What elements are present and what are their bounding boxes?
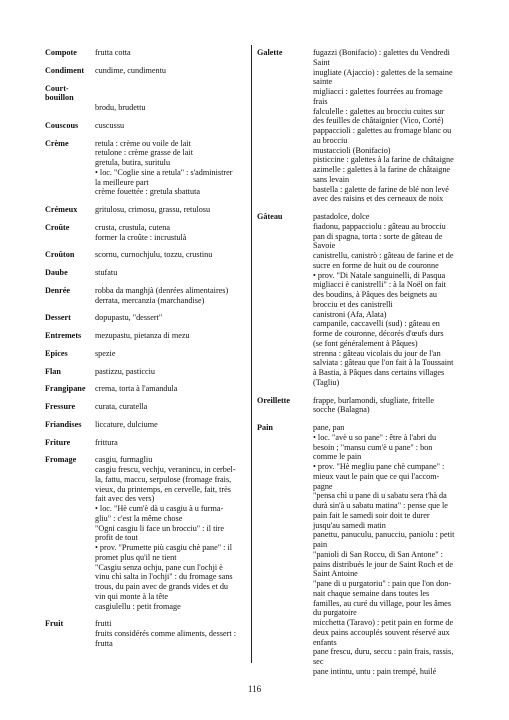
definition-line: deux pains accouplés souvent réservé aux xyxy=(313,627,450,637)
definition-line: pastadolce, dolce xyxy=(313,212,370,221)
definition-line: • loc. "avè u so pane" : être à l'abri du xyxy=(313,432,437,442)
page-number: 116 xyxy=(247,684,262,694)
definition-line: (Tagliu) xyxy=(313,377,340,387)
entry-headword: Denrée xyxy=(45,285,71,295)
entry-definition xyxy=(313,423,457,677)
definition-line: gritulosu, crimosu, grassu, retulosu xyxy=(95,205,211,214)
dictionary-entry xyxy=(45,139,245,198)
definition-line: migliacci : galettes fourrées au fromage xyxy=(313,87,443,96)
definition-line: pagne xyxy=(313,481,333,491)
entry-headword: Court-bouillon xyxy=(45,83,74,103)
definition-line: des feuilles de châtaignier (Vico, Corté) xyxy=(313,116,444,126)
definition-line: pan di spagna, torta : sorte de gâteau de xyxy=(313,231,443,241)
definition-line: "Ogni casgiu li face un brocciu" : il tire xyxy=(95,523,225,533)
dictionary-entry xyxy=(45,367,245,377)
entry-definition xyxy=(313,48,457,204)
entry-definition xyxy=(95,121,245,131)
definition-line: Savoie xyxy=(313,241,336,251)
dictionary-entry xyxy=(45,619,245,648)
definition-line: casgiu frescu, vechju, veranincu, in cerbel- xyxy=(95,465,236,474)
definition-line: gliu" : c'est la même chose xyxy=(95,513,183,523)
entry-headword: Fressure xyxy=(45,402,76,411)
definition-line: canistroni (Afa, Alata) xyxy=(313,309,387,319)
entry-definition xyxy=(95,420,245,430)
definition-line: sucre en forme de huit ou de couronne xyxy=(313,260,439,270)
definition-line: • prov. "Prumette più casgiu chè pane" : il xyxy=(95,543,233,552)
definition-line: derrata, mercanzia (marchandise) xyxy=(95,295,205,305)
definition-line: pain fait le samedi soir doit te durer xyxy=(313,510,430,520)
definition-line: pastizzu, pasticciu xyxy=(95,366,156,376)
definition-line: crema, torta à l'amandula xyxy=(95,384,178,394)
definition-line: "pane di u purgatoriu" : pain que l'on don- xyxy=(313,579,452,588)
left-column xyxy=(45,48,245,657)
definition-line: • prov. "Di Natale sanguinelli, di Pasqua xyxy=(313,270,446,280)
definition-line: vin qui monte à la tête xyxy=(95,591,168,601)
definition-line: • loc. "Hè cum'è dà u casgiu à u furma- xyxy=(95,504,224,513)
definition-line: nait chaque semaine dans toutes les xyxy=(313,588,430,598)
entry-headword: Pain xyxy=(257,423,273,432)
definition-line: fruits considérés comme aliments, dessert : xyxy=(95,629,236,638)
definition-line: robba da manghjà (denrées alimentaires) xyxy=(95,285,229,295)
definition-line: jusqu'au samedi matin xyxy=(313,520,386,530)
dictionary-entry xyxy=(45,455,245,611)
definition-line: panettu, panuculu, panucciu, paniolu : petit xyxy=(313,530,455,540)
entry-headword: Croûte xyxy=(45,222,70,232)
entry-headword: Crémeux xyxy=(45,205,78,214)
definition-line: liccature, dulciume xyxy=(95,419,158,429)
definition-line: frappe, burlamondi, sfugliate, fritelle xyxy=(313,395,434,405)
definition-line: brodu, brudettu xyxy=(95,103,146,112)
entry-definition xyxy=(313,212,457,388)
dictionary-entry xyxy=(257,396,457,416)
entry-definition xyxy=(95,250,245,260)
definition-line: micchetta (Taravo) : petit pain en forme de xyxy=(313,618,454,627)
right-column xyxy=(257,48,457,685)
definition-line: frais xyxy=(313,96,328,106)
entry-headword: Fruit xyxy=(45,619,64,629)
definition-line: la, fattu, maccu, serpulose (fromage frais, xyxy=(95,474,232,484)
definition-line: azimelle : galettes à la farine de châtaigne xyxy=(313,165,451,174)
dictionary-entry xyxy=(45,420,245,430)
definition-line: pane intintu, untu : pain trempé, huilé xyxy=(313,666,437,676)
definition-line: besoin ; "mansu cum'è u pane" : bon xyxy=(313,442,433,452)
definition-line: frutti xyxy=(95,619,112,629)
entry-headword: Frangipane xyxy=(45,384,86,394)
entry-definition xyxy=(95,286,245,306)
definition-line: pane frescu, duru, seccu : pain frais, rassis, xyxy=(313,647,454,657)
entry-definition xyxy=(95,367,245,377)
dictionary-entry xyxy=(257,423,457,677)
dictionary-entry xyxy=(45,384,245,394)
entry-headword: Condiment xyxy=(45,65,85,75)
definition-line: fait avec des vers) xyxy=(95,494,155,504)
definition-line: du purgatoire xyxy=(313,608,357,618)
definition-line: vinu chì salta in l'ochji" : du fromage sans xyxy=(95,572,233,582)
entry-headword: Epices xyxy=(45,348,68,358)
dictionary-entry xyxy=(45,48,245,58)
definition-line: durà sin'à u sabatu matina" : pense que le xyxy=(313,501,448,510)
definition-line: Saint Antoine xyxy=(313,569,358,579)
definition-line: forme de couronne, décorés d'œufs durs xyxy=(313,329,444,338)
definition-line: casgiulellu : petit fromage xyxy=(95,601,181,611)
definition-line: falculelle : galettes au brocciu cuites sur xyxy=(313,106,445,116)
definition-line: retulone : crème grasse de lait xyxy=(95,148,193,158)
definition-line: pane, pan xyxy=(313,423,345,432)
definition-line: la meilleure part xyxy=(95,177,149,187)
definition-line: cundime, cundimentu xyxy=(95,65,166,75)
definition-line: campanile, caccavelli (sud) : gâteau en xyxy=(313,319,440,329)
entry-definition xyxy=(95,455,245,611)
dictionary-entry xyxy=(45,349,245,359)
dictionary-entry xyxy=(45,331,245,341)
entry-definition xyxy=(95,205,245,215)
definition-line: (se font généralement à Pâques) xyxy=(313,338,418,348)
entry-headword: Dessert xyxy=(45,313,71,323)
definition-line: mieux vaut le pain que ce qui l'accom- xyxy=(313,471,440,481)
definition-line: crème fouettée : gretula sbattuta xyxy=(95,187,201,197)
dictionary-entry xyxy=(45,313,245,323)
definition-line: enfants xyxy=(313,637,337,647)
definition-line: comme le pain xyxy=(313,452,362,462)
entry-headword: Fromage xyxy=(45,455,77,465)
entry-definition xyxy=(95,223,245,243)
entry-headword: Crème xyxy=(45,138,69,148)
dictionary-entry xyxy=(45,402,245,412)
definition-line: spezie xyxy=(95,348,116,358)
definition-line: curata, curatella xyxy=(95,402,148,411)
entry-definition xyxy=(45,103,245,113)
dictionary-entry xyxy=(45,268,245,278)
definition-line: familles, au curé du village, pour les âmes xyxy=(313,598,452,608)
definition-line: dopupastu, "dessert" xyxy=(95,313,163,323)
dictionary-entry xyxy=(45,250,245,260)
definition-line: "panioli di San Roccu, di San Antone" : xyxy=(313,549,443,559)
entry-definition xyxy=(95,139,245,198)
dictionary-entry xyxy=(45,121,245,131)
definition-line: mustaccioli (Bonifacio) xyxy=(313,145,391,155)
dictionary-entry xyxy=(257,212,457,388)
definition-line: fiadonu, pappacciolu : gâteau au brocciu xyxy=(313,221,446,231)
entry-headword: Oreillette xyxy=(257,395,291,405)
definition-line: pisticcine : galettes à la farine de châtaigne xyxy=(313,155,454,165)
definition-line: "pensa chì u pane di u sabatu sera t'hà da xyxy=(313,491,447,501)
entry-definition xyxy=(95,349,245,359)
dictionary-entry xyxy=(45,438,245,448)
entry-definition xyxy=(95,438,245,448)
dictionary-entry xyxy=(257,48,457,204)
definition-line: sainte xyxy=(313,77,333,87)
dictionary-entry xyxy=(45,286,245,306)
dictionary-entry xyxy=(45,66,245,76)
definition-line: pain xyxy=(313,540,328,549)
entry-definition xyxy=(95,331,245,341)
definition-line: sec xyxy=(313,657,324,666)
entry-headword: Friandises xyxy=(45,419,82,429)
definition-line: au brocciu xyxy=(313,135,348,145)
definition-line: strenna : gâteau vicolais du jour de l'an xyxy=(313,348,441,358)
definition-line: gretula, butira, suritulu xyxy=(95,158,171,167)
definition-line: migliacci è canistrelli" : à la Noël on fait xyxy=(313,280,446,290)
entry-headword: Entremets xyxy=(45,331,82,340)
entry-definition xyxy=(95,402,245,412)
entry-headword: Croûton xyxy=(45,250,75,260)
definition-line: à Bastia, à Pâques dans certains villages xyxy=(313,368,445,377)
definition-line: profit de tout xyxy=(95,533,138,543)
definition-line: retula : crème ou voile de lait xyxy=(95,138,191,148)
definition-line: scornu, curnochjulu, tozzu, crustinu xyxy=(95,250,213,260)
entry-definition xyxy=(95,268,245,278)
entry-headword: Galette xyxy=(257,48,283,57)
definition-line: vieux, du printemps, en cervelle, fait, très xyxy=(95,484,231,494)
column-divider xyxy=(251,45,252,663)
dictionary-entry xyxy=(45,84,245,113)
definition-line: salviata : gâteau que l'on fait à la Toussaint xyxy=(313,358,454,368)
dictionary-entry xyxy=(45,223,245,243)
definition-line: casgiu, furmagliu xyxy=(95,455,153,465)
definition-line: pappaccioli : galettes au fromage blanc ou xyxy=(313,126,452,135)
entry-definition xyxy=(313,396,457,416)
definition-line: pains distribués le jour de Saint Roch et de xyxy=(313,559,454,569)
entry-headword: Couscous xyxy=(45,120,79,130)
definition-line: inugliate (Ajaccio) : galettes de la semaine xyxy=(313,67,453,77)
definition-line: socche (Balagna) xyxy=(313,405,370,415)
definition-line: trous, du pain avec de grands vides et du xyxy=(95,582,229,591)
entry-headword: Gâteau xyxy=(257,212,283,221)
entry-definition xyxy=(95,48,245,58)
definition-line: frutta cotta xyxy=(95,48,131,57)
entry-definition xyxy=(95,619,245,648)
definition-line: • loc. "Coglie sine a retula" : s'administrer xyxy=(95,167,233,177)
definition-line: brocciu et des canistrelli xyxy=(313,299,393,309)
definition-line: avec des raisins et des cerneaux de noix xyxy=(313,194,444,204)
definition-line: stufatu xyxy=(95,268,118,277)
definition-line: mezupastu, pietanza di mezu xyxy=(95,331,190,340)
entry-definition xyxy=(95,384,245,394)
definition-line: Saint xyxy=(313,57,330,67)
definition-line: frittura xyxy=(95,437,118,447)
definition-line: des boudins, à Pâques des beignets au xyxy=(313,290,437,299)
definition-line: crusta, crustula, cutena xyxy=(95,222,171,232)
definition-line: fugazzi (Bonifacio) : galettes du Vendredi xyxy=(313,48,450,57)
entry-headword: Friture xyxy=(45,437,71,447)
definition-line: • prov. "Hè megliu pane chè cumpane" : xyxy=(313,462,445,471)
definition-line: canistrellu, canistrò : gâteau de farine et de xyxy=(313,251,454,260)
definition-line: "Casgiu senza ochju, pane cun l'ochji è xyxy=(95,562,223,572)
definition-line: cuscussu xyxy=(95,120,125,130)
definition-line: sans levain xyxy=(313,174,350,184)
entry-headword: Flan xyxy=(45,366,61,376)
dictionary-entry xyxy=(45,205,245,215)
definition-line: former la croûte : incrustulà xyxy=(95,232,187,242)
entry-headword: Compote xyxy=(45,48,77,57)
definition-line: bastella : galette de farine de blé non levé xyxy=(313,184,449,194)
entry-definition xyxy=(95,66,245,76)
entry-definition xyxy=(95,313,245,323)
definition-line: promet plus qu'il ne tient xyxy=(95,552,177,562)
entry-headword: Daube xyxy=(45,268,68,277)
definition-line: frutta xyxy=(95,638,113,648)
